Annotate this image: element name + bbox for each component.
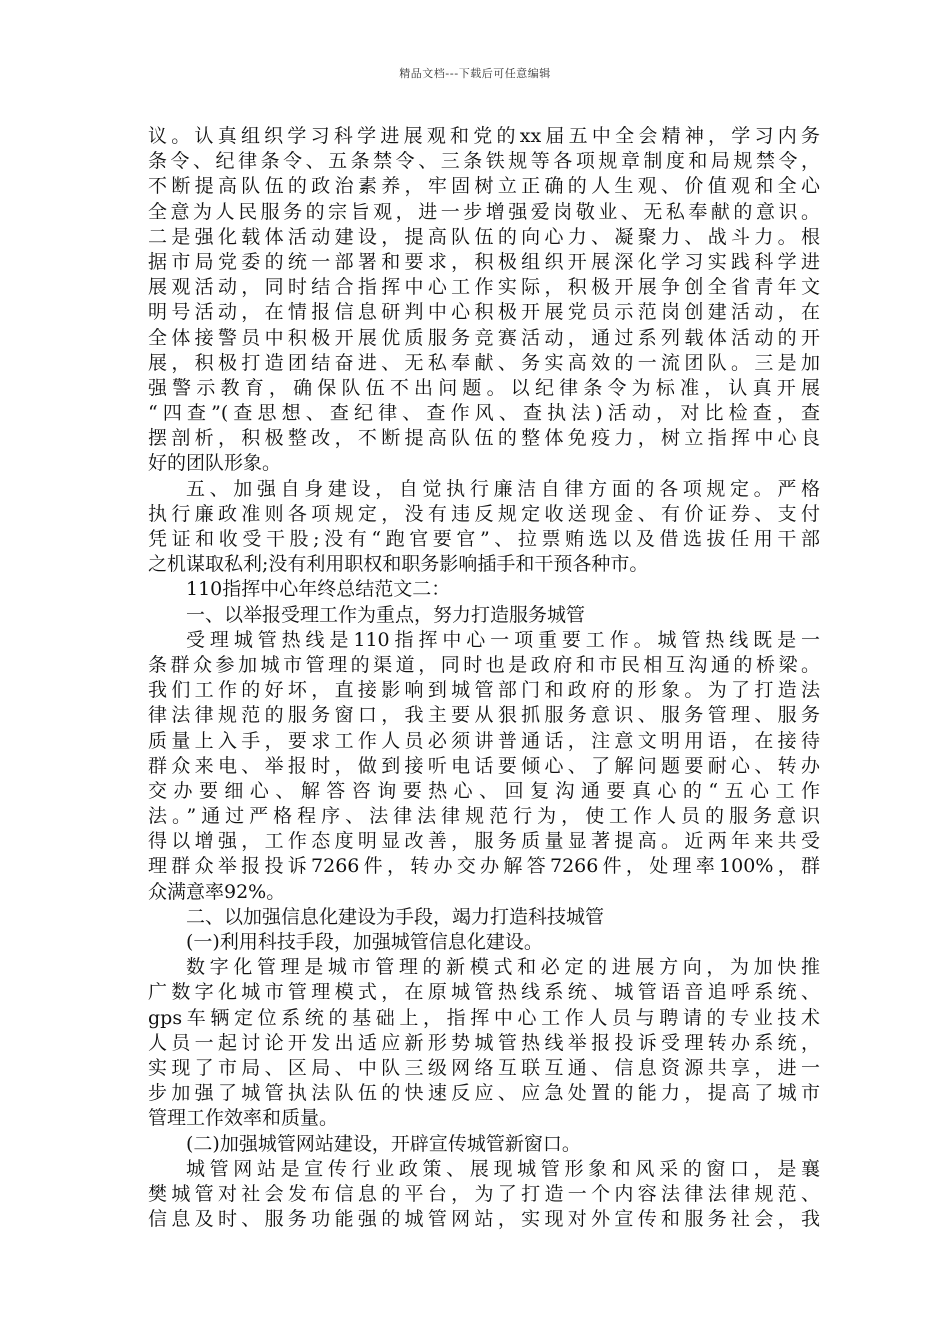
text-line: 数字化管理是城市管理的新模式和必定的进展方向，为加快推	[186, 956, 820, 979]
text-line: 一、以举报受理工作为重点，努力打造服务城管	[186, 603, 586, 626]
text-line: 广数字化城市管理模式，在原城管热线系统、城管语音追呼系统、	[148, 981, 820, 1004]
text-line: 强警示教育，确保队伍不出问题。以纪律条令为标准，认真开展	[148, 376, 820, 399]
text-line: 质量上入手，要求工作人员必须讲普通话，注意文明用语，在接待	[148, 729, 820, 752]
text-line: 律法律规范的服务窗口，我主要从狠抓服务意识、服务管理、服务	[148, 704, 820, 727]
text-line: 据市局党委的统一部署和要求，积极组织开展深化学习实践科学进	[148, 250, 820, 273]
text-line: 好的团队形象。	[148, 452, 282, 475]
page-header: 精品文档---下载后可任意编辑	[399, 67, 551, 80]
text-line: 管理工作效率和质量。	[148, 1107, 339, 1130]
text-line: 明号活动，在情报信息研判中心积极开展党员示范岗创建活动，在	[148, 301, 820, 324]
text-line: 信息及时、服务功能强的城管网站，实现对外宣传和服务社会，我	[148, 1208, 820, 1231]
text-line: 众满意率92%。	[148, 880, 286, 903]
text-line: 理群众举报投诉7266件，转办交办解答7266件，处理率100%，群	[148, 855, 820, 878]
text-line: 步加强了城管执法队伍的快速反应、应急处置的能力，提高了城市	[148, 1082, 820, 1105]
text-line: 展，积极打造团结奋进、无私奉献、务实高效的一流团队。三是加	[148, 351, 820, 374]
text-line: 凭证和收受干股;没有“跑官要官”、拉票贿选以及借选拔任用干部	[148, 528, 820, 550]
text-line: 执行廉政准则各项规定，没有违反规定收送现金、有价证券、支付	[148, 502, 820, 525]
text-line: 条令、纪律条令、五条禁令、三条铁规等各项规章制度和局规禁令，	[148, 150, 820, 173]
text-line: 之机谋取私利;没有利用职权和职务影响插手和干预各种市。	[148, 553, 649, 576]
text-line: (二)加强城管网站建设，开辟宣传城管新窗口。	[186, 1132, 581, 1155]
text-line: 摆剖析，积极整改，不断提高队伍的整体免疫力，树立指挥中心良	[148, 427, 820, 450]
document-body	[148, 124, 820, 1232]
text-line: gps车辆定位系统的基础上，指挥中心工作人员与聘请的专业技术	[148, 1006, 820, 1029]
text-line: 得以增强，工作态度明显改善，服务质量显著提高。近两年来共受	[148, 830, 820, 853]
text-line: 全体接警员中积极开展优质服务竞赛活动，通过系列载体活动的开	[148, 326, 820, 349]
text-line: 受理城管热线是110指挥中心一项重要工作。城管热线既是一	[186, 628, 820, 651]
text-line: 交办要细心、解答咨询要热心、回复沟通要真心的“五心工作	[148, 779, 820, 802]
text-line: 樊城管对社会发布信息的平台，为了打造一个内容法律法律规范、	[148, 1182, 820, 1205]
text-line: 展观活动，同时结合指挥中心工作实际，积极开展争创全省青年文	[148, 276, 820, 299]
text-line: 110指挥中心年终总结范文二：	[186, 578, 451, 601]
text-line: 条群众参加城市管理的渠道，同时也是政府和市民相互沟通的桥梁。	[148, 653, 820, 676]
text-line: 人员一起讨论开发出适应新形势城管热线举报投诉受理转办系统，	[148, 1031, 820, 1054]
text-line: 群众来电、举报时，做到接听电话要倾心、了解问题要耐心、转办	[148, 754, 820, 777]
text-line: (一)利用科技手段，加强城管信息化建设。	[186, 931, 543, 953]
text-line: 不断提高队伍的政治素养，牢固树立正确的人生观、价值观和全心	[148, 175, 820, 198]
text-line: 二是强化载体活动建设，提高队伍的向心力、凝聚力、战斗力。根	[148, 225, 820, 248]
text-line: 二、以加强信息化建设为手段，竭力打造科技城管	[186, 905, 605, 928]
text-line: 我们工作的好坏，直接影响到城管部门和政府的形象。为了打造法	[148, 679, 820, 702]
text-line: 法。”通过严格程序、法律法律规范行为，使工作人员的服务意识	[148, 805, 820, 828]
text-line: 全意为人民服务的宗旨观，进一步增强爱岗敬业、无私奉献的意识。	[148, 200, 820, 223]
text-line: 五、加强自身建设，自觉执行廉洁自律方面的各项规定。严格	[186, 477, 820, 500]
text-line: 议。认真组织学习科学进展观和党的xx届五中全会精神，学习内务	[148, 125, 820, 147]
text-line: 实现了市局、区局、中队三级网络互联互通、信息资源共享，进一	[148, 1056, 820, 1079]
text-line: 城管网站是宣传行业政策、展现城管形象和风采的窗口，是襄	[186, 1157, 820, 1180]
text-line: “四查”(查思想、查纪律、查作风、查执法)活动，对比检查，查	[148, 402, 820, 425]
